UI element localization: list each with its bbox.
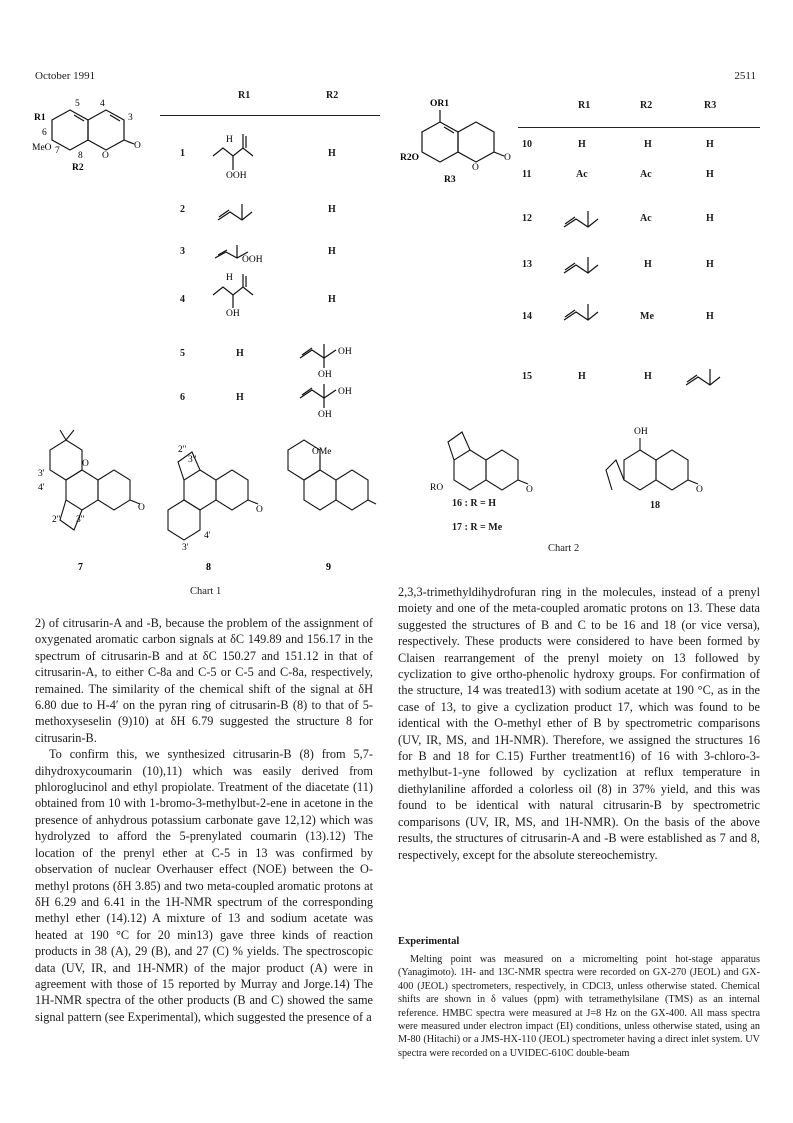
chart1-header-r1: R1 <box>238 90 251 101</box>
c2-core-r3: R3 <box>444 175 456 185</box>
c7-4p: 4' <box>38 483 45 493</box>
structure-18 <box>606 438 698 490</box>
chart2-row-11-r2: Ac <box>640 169 652 180</box>
compound-8-label: 8 <box>206 562 211 573</box>
chart2-row-14-num: 14 <box>522 311 532 322</box>
chart1-row-5-num: 5 <box>180 348 185 359</box>
chart2-label-18: 18 <box>650 500 660 511</box>
row1-h: H <box>226 135 233 145</box>
c7-o2: O <box>138 503 145 513</box>
chart1-row-4-r2: H <box>328 294 336 305</box>
core-pos-7: 7 <box>55 146 60 156</box>
chart2-row-10-num: 10 <box>522 139 532 150</box>
chart2-row-11-num: 11 <box>522 169 532 180</box>
row5-oh-b: OH <box>318 370 332 380</box>
chart1-row-5-r1: H <box>236 348 244 359</box>
c2-core-carbonyl-o: O <box>504 153 511 163</box>
chart2-row-14-r2: Me <box>640 311 654 322</box>
row4-oh: OH <box>226 309 240 319</box>
chart2-header-r1: R1 <box>578 100 591 111</box>
chart-2-caption: Chart 2 <box>548 543 580 554</box>
row4-h: H <box>226 273 233 283</box>
core-pos-8: 8 <box>78 151 83 161</box>
core-r2: R2 <box>72 163 84 173</box>
chart1-row-6-num: 6 <box>180 392 185 403</box>
chart1-header-rule <box>160 115 380 116</box>
c8-o: O <box>256 505 263 515</box>
compound-7-label: 7 <box>78 562 83 573</box>
chart2-label-17: 17 : R = Me <box>452 522 503 533</box>
chart2-row-15-num: 15 <box>522 371 532 382</box>
chart2-row-14-r3: H <box>706 311 714 322</box>
chart2-row-15-r1: H <box>578 371 586 382</box>
chart2-row-13-r2: H <box>644 259 652 270</box>
structure-8 <box>168 452 258 540</box>
c8-3p: 3' <box>182 543 189 553</box>
c8-2pp: 2'' <box>178 445 187 455</box>
c18-oh: OH <box>634 427 648 437</box>
chart2-row-10-r3: H <box>706 139 714 150</box>
core-meo: MeO <box>32 143 52 153</box>
chart2-row-12-r2: Ac <box>640 213 652 224</box>
core-r1: R1 <box>34 113 46 123</box>
header-page-number: 2511 <box>734 70 756 82</box>
chart-1-caption: Chart 1 <box>190 586 222 597</box>
right-column-text <box>398 584 760 863</box>
structure-9 <box>288 440 376 510</box>
chart2-row-12-num: 12 <box>522 213 532 224</box>
chart2-header-r2: R2 <box>640 100 653 111</box>
header-date: October 1991 <box>35 70 96 82</box>
chart2-header-r3: R3 <box>704 100 717 111</box>
chart2-row-13-r3: H <box>706 259 714 270</box>
chart2-header-rule <box>518 127 760 128</box>
c2-core-r2o: R2O <box>400 153 419 163</box>
c7-3pp: 3'' <box>76 515 85 525</box>
chart1-row-1-r2: H <box>328 148 336 159</box>
c16-ro: RO <box>430 483 444 493</box>
core-pos-5: 5 <box>75 99 80 109</box>
chart-2-structures <box>400 90 760 560</box>
experimental-body: Melting point was measured on a micromelting point hot-stage apparatus (Yanagimoto). 1H- and 13C-NMR spectra were recorded on GX-270 (JEOL) and GX-400 (JEOL) spectrometers, respectively, in CDCl3, unless otherwise stated. Chemical shifts are shown in δ values (ppm) with tetramethylsilane (TMS) as an internal reference. HMBC spectra were measured at J=8 Hz on the GX-400. All mass spectra were measured under electron impact (EI) conditions, unless otherwise stated, using an M-80 (Hitachi) or a JMS-HX-110 (JEOL) spectrometer having a direct inlet system. UV spectra were recorded on a UVIDEC-610C double-beam <box>398 954 760 1059</box>
row3-ooh: OOH <box>242 255 263 265</box>
compound-9-label: 9 <box>326 562 331 573</box>
structure-7 <box>50 430 140 530</box>
chart1-row-2-num: 2 <box>180 204 185 215</box>
chart2-row-11-r1: Ac <box>576 169 588 180</box>
c7-2pp: 2'' <box>52 515 61 525</box>
right-paragraph-1: 2,3,3-trimethyldihydrofuran ring in the molecules, instead of a prenyl moiety and one of the meta-coupled aromatic protons on 13. These data suggested the structures of B and C to be 16 and 18 (or vice versa), respectively. These products were considered to have been formed by Claisen rearrangement of the prenyl moiety on 13 followed by cyclization to give ortho-phenolic hydroxy groups. For confirmation of the structure, 14 was treated13) with sodium acetate at 190 °C, as in the case of 13, to give a cyclization product 17, which was found to be identical with the O-methyl ether of B by spectrometric comparisons (UV, IR, MS, and 1H-NMR). Therefore, we assigned the structures 16 for B and 18 for C.15) Further treatment16) of 16 with 3-chloro-3-methylbut-1-yne followed by cyclization at reflux temperature in diethylaniline afforded a colorless oil (8) in 37% yield, and this was found to be identical with natural citrusarin-B by spectrometric comparisons (UV, IR, MS, and 1H-NMR). On the basis of the above results, the structures of citrusarin-A and -B were established as 7 and 8, respectively, except for the absolute stereochemistry. <box>398 585 760 862</box>
c7-o1: O <box>82 459 89 469</box>
row5-oh-a: OH <box>338 347 352 357</box>
row6-oh-a: OH <box>338 387 352 397</box>
c16-o: O <box>526 485 533 495</box>
chart1-header-r2: R2 <box>326 90 339 101</box>
c7-3p: 3' <box>38 469 45 479</box>
c18-o: O <box>696 485 703 495</box>
core-pos-6: 6 <box>42 128 47 138</box>
left-column-text <box>35 615 373 1025</box>
core-pos-3: 3 <box>128 113 133 123</box>
chart1-row-2-r2: H <box>328 204 336 215</box>
chart2-row-10-r1: H <box>578 139 586 150</box>
chart1-row-4-num: 4 <box>180 294 185 305</box>
chart1-row-6-r1: H <box>236 392 244 403</box>
chart2-row-10-r2: H <box>644 139 652 150</box>
core-ring-o: O <box>102 151 109 161</box>
chart2-row-12-r3: H <box>706 213 714 224</box>
c9-ome: OMe <box>312 447 332 457</box>
core-pos-4: 4 <box>100 99 105 109</box>
left-paragraph-1: 2) of citrusarin-A and -B, because the problem of the assignment of oxygenated aromatic carbon signals at δC 149.89 and 156.17 in the spectrum of citrusarin-B and at δC 150.27 and 151.12 in that of citrusarin-A, to either C-8a and C-5 or C-5 and C-8a, respectively, remained. The similarity of the chemical shift of the signal at δH 6.80 due to H-4′ on the pyran ring of citrusarin-B (8) to that of 5-methoxyseselin (9)10) at δH 6.79 suggested the structure 8 for citrusarin-B. <box>35 616 373 745</box>
experimental-heading: Experimental <box>398 936 460 947</box>
chart-1 <box>30 90 380 590</box>
c8-3pp: 3'' <box>188 455 197 465</box>
chart2-row-11-r3: H <box>706 169 714 180</box>
row1-ooh: OOH <box>226 171 247 181</box>
chart2-row-13-num: 13 <box>522 259 532 270</box>
chart-2 <box>400 90 760 560</box>
experimental-text <box>398 953 760 1060</box>
c2-core-ring-o: O <box>472 163 479 173</box>
chart1-row-3-num: 3 <box>180 246 185 257</box>
core-carbonyl-o: O <box>134 141 141 151</box>
left-paragraph-2: To confirm this, we synthesized citrusarin-B (8) from 5,7-dihydroxycoumarin (10),11) which was easily derived from phloroglucinol and ethyl propiolate. Treatment of the diacetate (11) obtained from 10 with 1-bromo-3-methylbut-2-ene in acetone in the presence of anhydrous potassium carbonate gave 12,12) which was hydrolyzed to afford the 5-prenylated coumarin (13).12) The location of the prenyl ether at C-5 in 13 was confirmed by observation of nuclear Overhauser effect (NOE) between the O-methyl protons (δH 3.85) and two meta-coupled aromatic protons at δH 6.29 and 6.41 in the 1H-NMR spectrum of the corresponding methyl ether (14).12) A mixture of 13 and sodium acetate was heated at 190 °C for 20 min13) gave three kinds of reaction products in 38 (A), 29 (B), and 27 (C) % yields. The spectroscopic data (UV, IR, and 1H-NMR) of the major product (A) were in agreement with those of 15 reported by Murray and Jorge.14) The 1H-NMR spectra of the other products (B and C) showed the same signal pattern (see Experimental), which suggested the presence of a <box>35 747 373 1024</box>
c8-4p: 4' <box>204 531 211 541</box>
c2-core-or1: OR1 <box>430 99 449 109</box>
chart2-row-15-r2: H <box>644 371 652 382</box>
chart2-label-16: 16 : R = H <box>452 498 497 509</box>
structure-16-17 <box>448 432 528 490</box>
chart1-row-1-num: 1 <box>180 148 185 159</box>
chart1-row-3-r2: H <box>328 246 336 257</box>
row6-oh-b: OH <box>318 410 332 420</box>
chart-1-structures <box>30 90 380 590</box>
